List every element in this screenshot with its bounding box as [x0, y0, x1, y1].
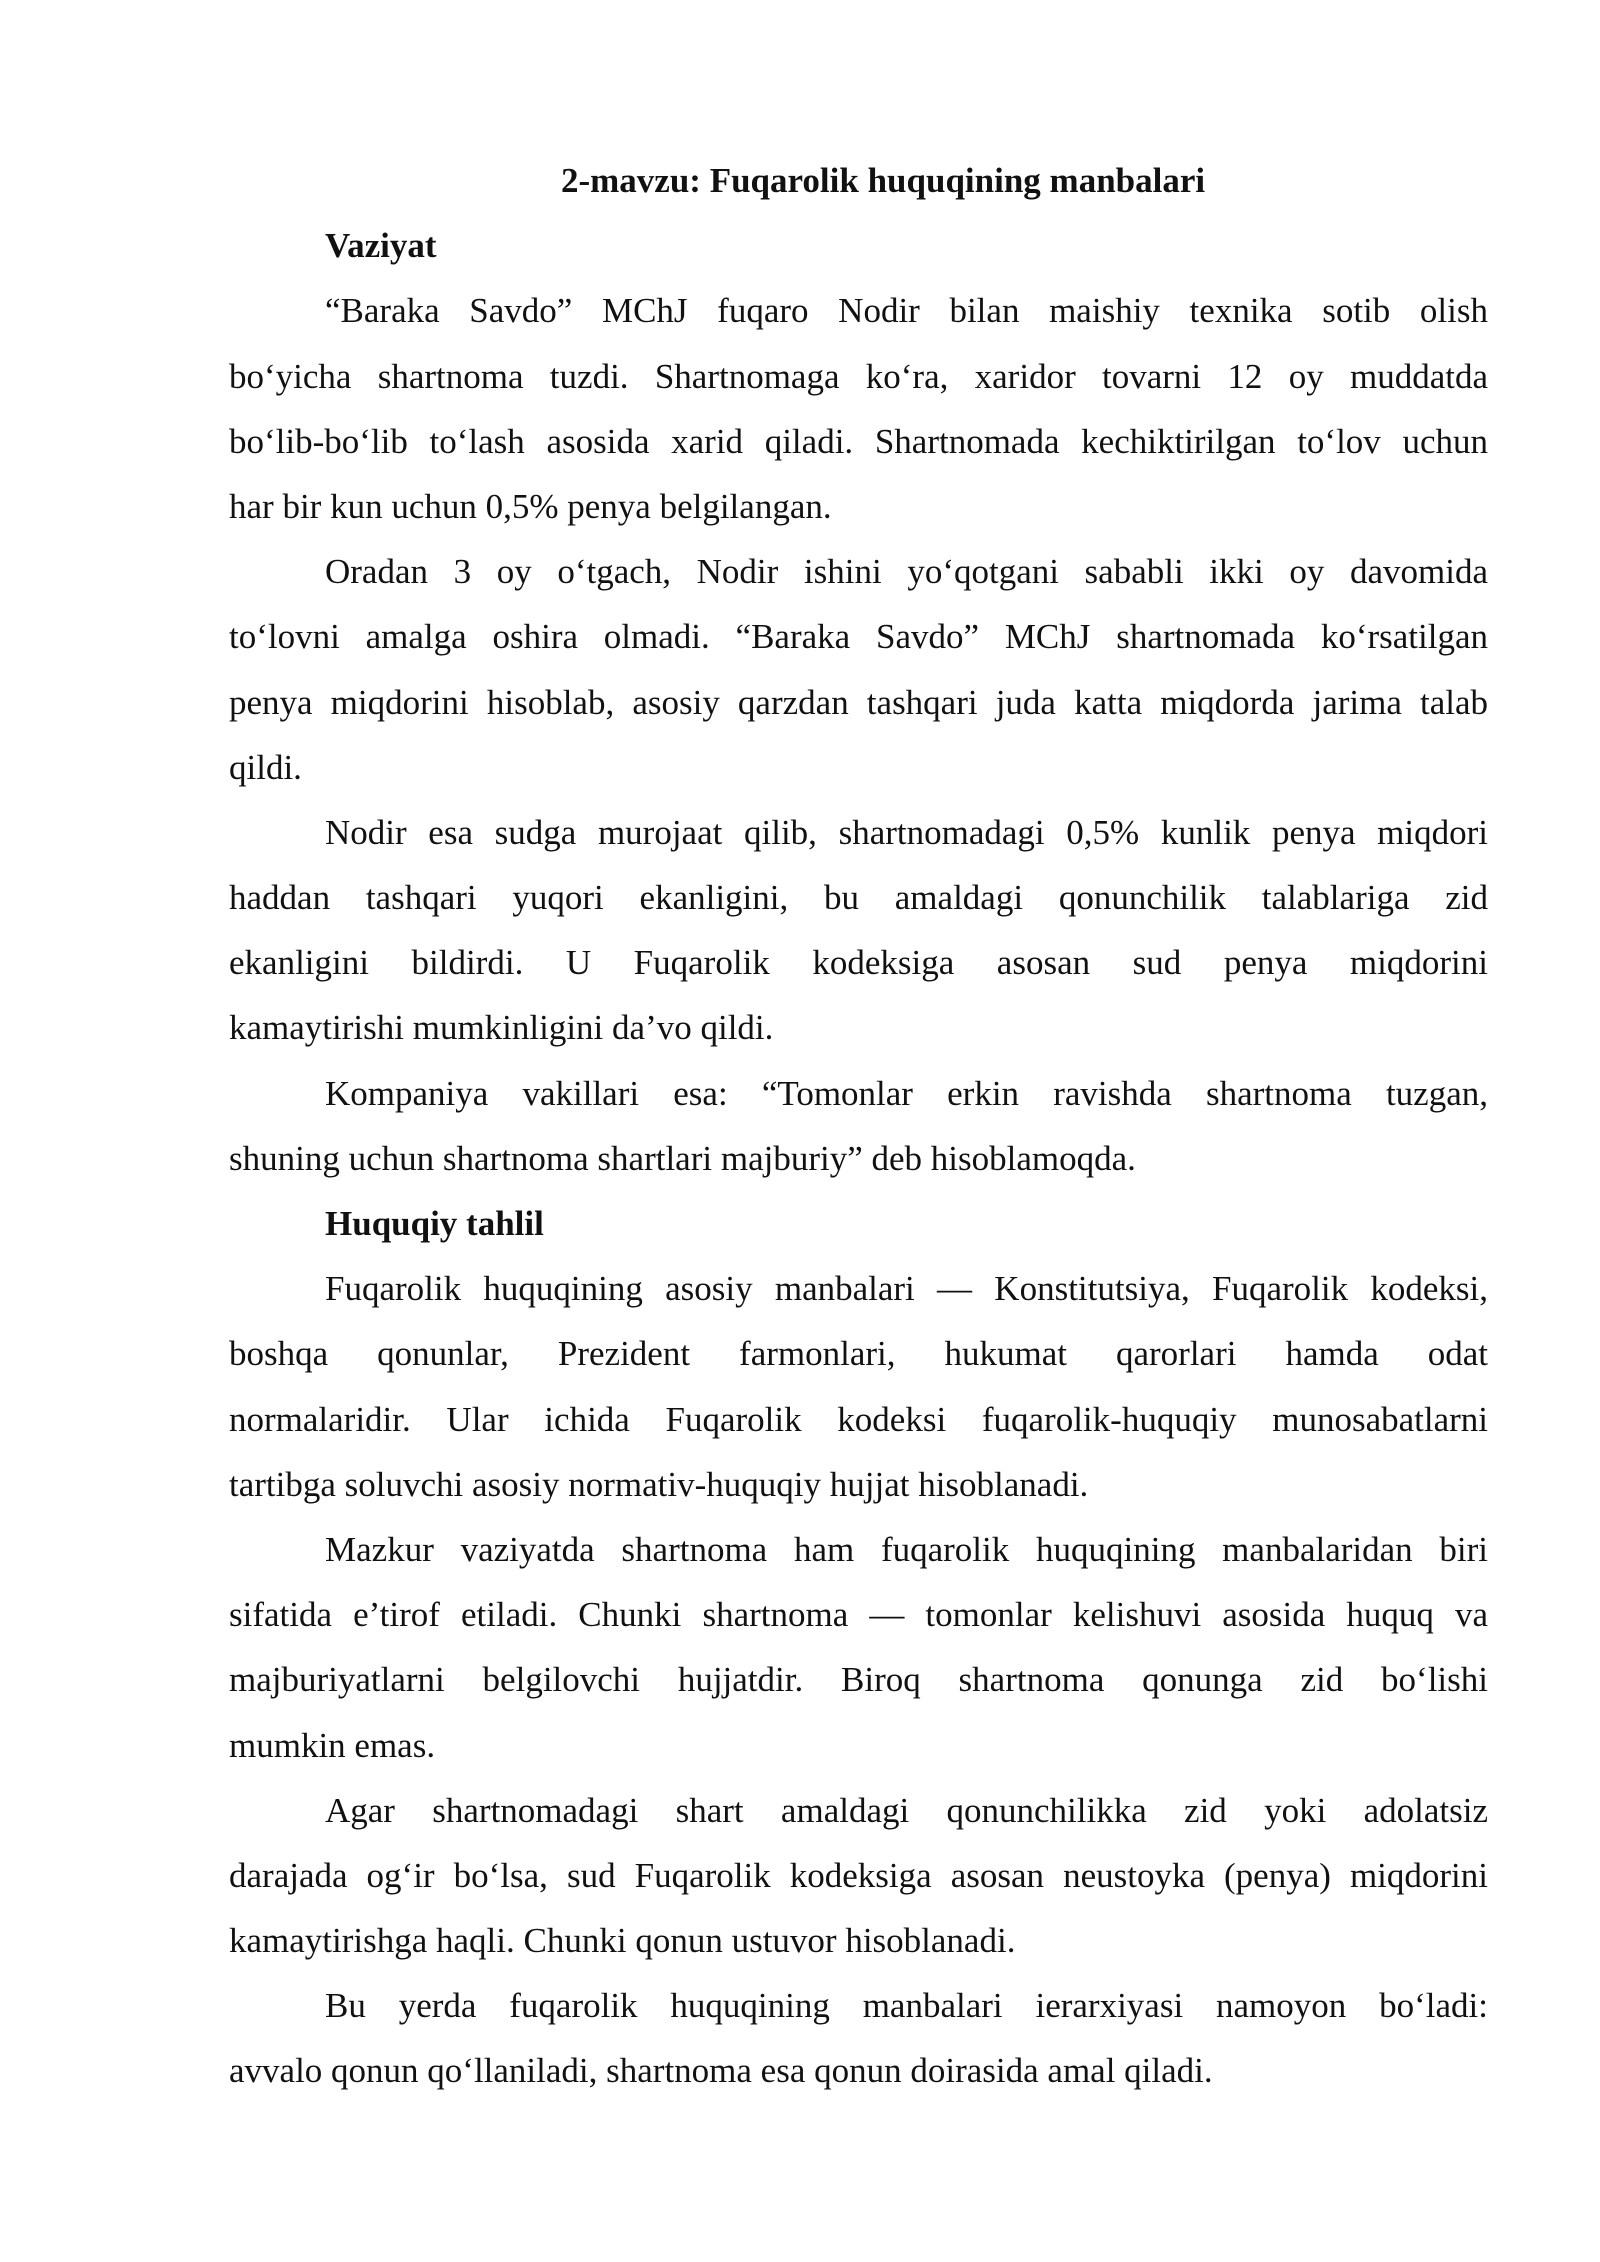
- paragraph-line: haddan tashqari yuqori ekanligini, bu amaldagi qonunchilik talablariga zid: [229, 878, 1488, 918]
- paragraph-line: Bu yerda fuqarolik huquqining manbalari ierarxiyasi namoyon bo‘ladi:: [325, 1986, 1488, 2026]
- paragraph-line: sifatida e’tirof etiladi. Chunki shartnoma — tomonlar kelishuvi asosida huquq va: [229, 1595, 1488, 1635]
- paragraph-3: [229, 800, 1488, 1061]
- paragraph-line: boshqa qonunlar, Prezident farmonlari, hukumat qarorlari hamda odat: [229, 1334, 1488, 1374]
- paragraph-line: Oradan 3 oy o‘tgach, Nodir ishini yo‘qotgani sababli ikki oy davomida: [325, 552, 1488, 592]
- paragraph-line: majburiyatlarni belgilovchi hujjatdir. Biroq shartnoma qonunga zid bo‘lishi: [229, 1660, 1488, 1700]
- paragraph-7: [229, 1778, 1488, 1974]
- paragraph-line: har bir kun uchun 0,5% penya belgilangan.: [229, 486, 832, 526]
- paragraph-line: Fuqarolik huquqining asosiy manbalari — Konstitutsiya, Fuqarolik kodeksi,: [325, 1269, 1488, 1309]
- paragraph-line: penya miqdorini hisoblab, asosiy qarzdan tashqari juda katta miqdorda jarima talab: [229, 682, 1488, 722]
- paragraph-5: [229, 1256, 1488, 1517]
- paragraph-6: [229, 1517, 1488, 1778]
- paragraph-line: avvalo qonun qo‘llaniladi, shartnoma esa qonun doirasida amal qiladi.: [229, 2051, 1213, 2091]
- paragraph-line: tartibga soluvchi asosiy normativ-huquqiy hujjat hisoblanadi.: [229, 1464, 1089, 1504]
- paragraph-line: shuning uchun shartnoma shartlari majburiy” deb hisoblamoqda.: [229, 1138, 1136, 1178]
- paragraph-line: mumkin emas.: [229, 1725, 436, 1765]
- paragraph-line: “Baraka Savdo” MChJ fuqaro Nodir bilan maishiy texnika sotib olish: [325, 291, 1488, 331]
- document-page: [229, 148, 1488, 2104]
- paragraph-line: Mazkur vaziyatda shartnoma ham fuqarolik huquqining manbalaridan biri: [325, 1529, 1488, 1569]
- paragraph-line: qildi.: [229, 747, 302, 787]
- paragraph-8: [229, 1973, 1488, 2103]
- paragraph-line: ekanligini bildirdi. U Fuqarolik kodeksiga asosan sud penya miqdorini: [229, 943, 1488, 983]
- section-heading-analysis: Huquqiy tahlil: [325, 1204, 544, 1243]
- paragraph-line: to‘lovni amalga oshira olmadi. “Baraka Savdo” MChJ shartnomada ko‘rsatilgan: [229, 617, 1488, 657]
- paragraph-1: [229, 278, 1488, 539]
- paragraph-2: [229, 539, 1488, 800]
- paragraph-line: kamaytirishga haqli. Chunki qonun ustuvor hisoblanadi.: [229, 1921, 1016, 1961]
- paragraph-line: bo‘yicha shartnoma tuzdi. Shartnomaga ko‘ra, xaridor tovarni 12 oy muddatda: [229, 356, 1488, 396]
- paragraph-line: Agar shartnomadagi shart amaldagi qonunchilikka zid yoki adolatsiz: [325, 1790, 1488, 1830]
- paragraph-line: Kompaniya vakillari esa: “Tomonlar erkin ravishda shartnoma tuzgan,: [325, 1073, 1488, 1113]
- paragraph-line: bo‘lib-bo‘lib to‘lash asosida xarid qiladi. Shartnomada kechiktirilgan to‘lov uchun: [229, 421, 1488, 461]
- paragraph-4: [229, 1061, 1488, 1191]
- paragraph-line: Nodir esa sudga murojaat qilib, shartnomadagi 0,5% kunlik penya miqdori: [325, 812, 1488, 852]
- paragraph-line: darajada og‘ir bo‘lsa, sud Fuqarolik kodeksiga asosan neustoyka (penya) miqdorini: [229, 1855, 1488, 1895]
- paragraph-line: normalaridir. Ular ichida Fuqarolik kodeksi fuqarolik-huquqiy munosabatlarni: [229, 1399, 1488, 1439]
- paragraph-line: kamaytirishi mumkinligini da’vo qildi.: [229, 1008, 774, 1048]
- section-heading-situation: Vaziyat: [325, 226, 437, 266]
- document-title: 2-mavzu: Fuqarolik huquqining manbalari: [561, 161, 1206, 200]
